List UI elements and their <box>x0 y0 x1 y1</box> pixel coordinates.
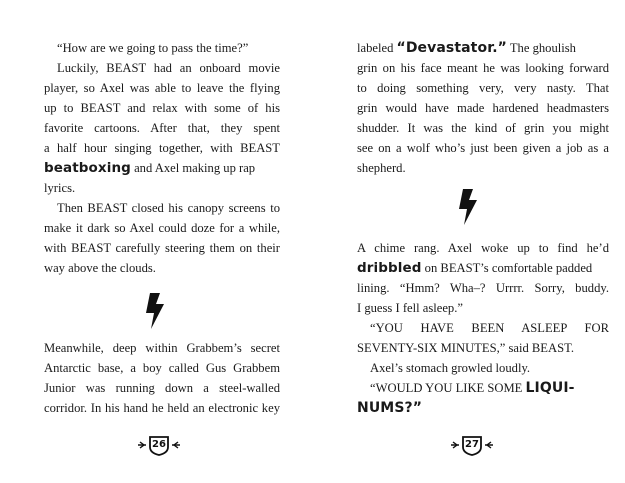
page-number: 27 <box>465 439 479 450</box>
text-line: player, so Axel was able to leave the flying <box>44 81 280 95</box>
text-line: a half hour singing together, with BEAST <box>44 141 280 155</box>
text-span: “WOULD YOU LIKE SOME <box>370 381 526 395</box>
text-line: see on a wolf who’s just been given a job as a <box>357 141 609 155</box>
emphasis-word-liquinums-cont: NUMS?” <box>357 400 423 416</box>
emphasis-word-liquinums: LIQUI- <box>525 380 575 396</box>
text-line <box>357 258 609 278</box>
text-line: shepherd. <box>357 161 406 175</box>
text-line: Then BEAST closed his canopy screens to <box>57 201 280 215</box>
text-line: I guess I fell asleep.” <box>357 301 463 315</box>
text-line: way above the clouds. <box>44 261 156 275</box>
text-line: Junior was running down a steel-walled <box>44 381 280 395</box>
text-line: grin would have made hardened headmasters <box>357 101 609 115</box>
text-line: shudder. It was the kind of grin you might <box>357 121 609 135</box>
text-line <box>44 158 255 178</box>
text-span: labeled <box>357 41 397 55</box>
text-line: A chime rang. Axel woke up to find he’d <box>357 241 609 255</box>
text-line <box>357 398 422 418</box>
text-line: lyrics. <box>44 181 76 195</box>
left-page <box>44 0 280 483</box>
lightning-bolt-icon <box>144 293 170 329</box>
text-line: with BEAST carefully steering them on their <box>44 241 280 255</box>
text-line: to doing something very, very nasty. That <box>357 81 609 95</box>
text-line: “YOU HAVE BEEN ASLEEP FOR <box>370 321 609 335</box>
text-line: Luckily, BEAST had an onboard movie <box>57 61 280 75</box>
right-page <box>357 0 609 483</box>
text-line: “How are we going to pass the time?” <box>57 41 249 55</box>
text-line <box>357 378 575 398</box>
emphasis-word-beatboxing: beatboxing <box>44 160 131 176</box>
text-line: make it dark so Axel could doze for a while, <box>44 221 280 235</box>
page-number: 26 <box>152 439 166 450</box>
emphasis-word-devastator: “Devastator.” <box>396 40 507 56</box>
text-line: up to BEAST and relax with some of his <box>44 101 280 115</box>
text-line: Axel’s stomach growled loudly. <box>370 361 531 375</box>
page-number-badge <box>449 434 495 456</box>
text-line <box>357 38 609 58</box>
text-line: Meanwhile, deep within Grabbem’s secret <box>44 341 280 355</box>
text-line: corridor. In his hand he held an electronic key <box>44 401 280 415</box>
emphasis-word-dribbled: dribbled <box>357 260 422 276</box>
text-line: lining. “Hmm? Wha–? Urrrr. Sorry, buddy. <box>357 281 609 295</box>
page-number-badge <box>136 434 182 456</box>
text-span: and Axel making up rap <box>130 161 256 175</box>
text-line: grin on his face meant he was looking forward <box>357 61 609 75</box>
text-line: Antarctic base, a boy called Gus Grabbem <box>44 361 280 375</box>
text-span: on BEAST’s comfortable padded <box>421 261 593 275</box>
lightning-bolt-icon <box>457 189 483 225</box>
text-line: favorite cartoons. After that, they spent <box>44 121 280 135</box>
text-span: The ghoulish <box>506 41 576 55</box>
text-line: SEVENTY-SIX MINUTES,” said BEAST. <box>357 341 574 355</box>
